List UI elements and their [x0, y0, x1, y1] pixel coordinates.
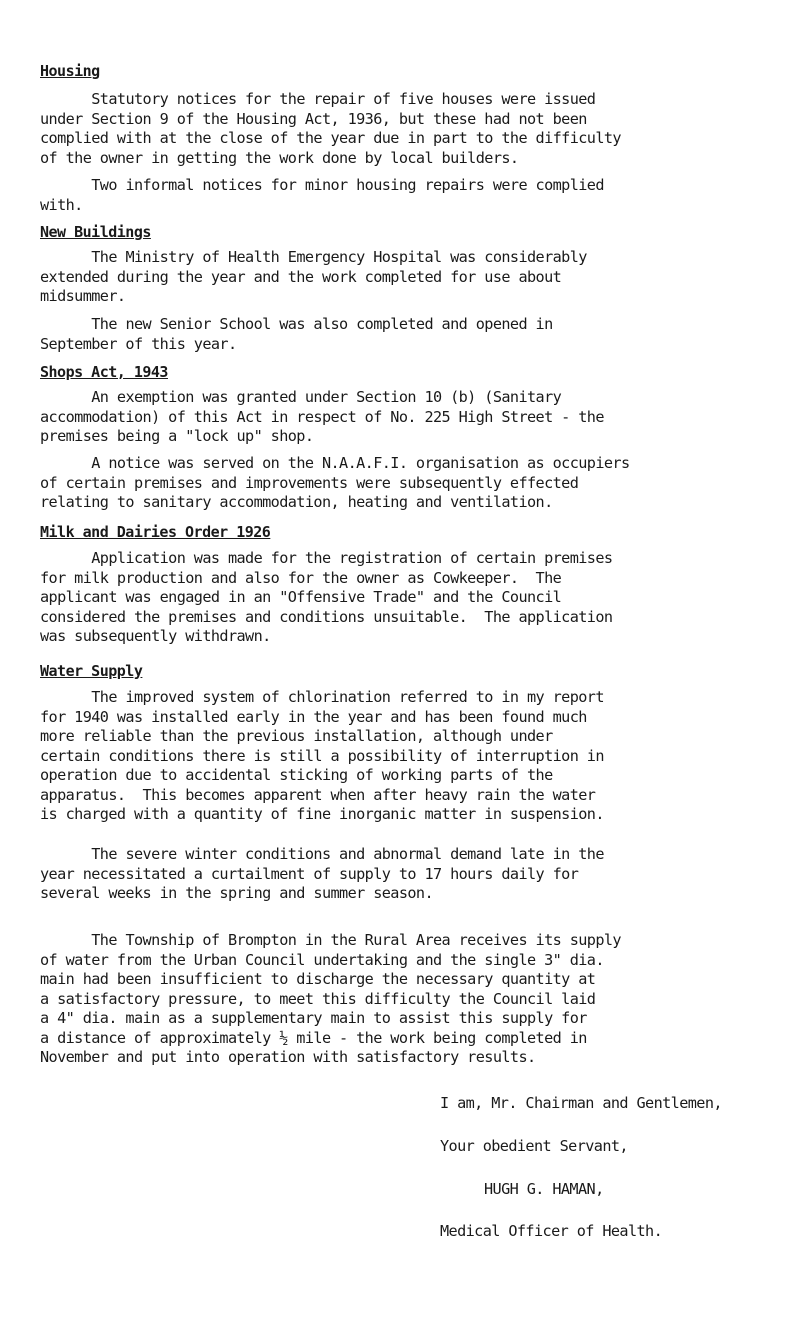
section-heading-new-buildings: New Buildings	[40, 223, 151, 241]
section-heading-shops-act: Shops Act, 1943	[40, 363, 168, 381]
closing-valediction: Your obedient Servant,	[440, 1137, 628, 1155]
section-heading-milk-dairies: Milk and Dairies Order 1926	[40, 523, 271, 541]
section-heading-housing: Housing	[40, 62, 100, 80]
paragraph-senior-school: The new Senior School was also completed and opened in September of this year.	[40, 315, 553, 353]
paragraph-brompton-supply: The Township of Brompton in the Rural Area receives its supply of water from the Urban Council undertaking and the single 3" dia. main had been insufficient to discharge the necessary quantity at a satisfactory pressure, to meet this difficulty the Council laid a 4" dia. main as a supplementary main to assist this supply for a distance of approximately ½ mile - the work being completed in November and put into operation with satisfactory results.	[40, 931, 621, 1066]
paragraph-chlorination: The improved system of chlorination referred to in my report for 1940 was installed early in the year and has been found much more reliable than the previous installation, although under certain conditions there is still a possibility of interruption in operation due to accidental sticking of working parts of the apparatus. This becomes apparent when after heavy rain the water is charged with a quantity of fine inorganic matter in suspension.	[40, 688, 604, 823]
closing-title: Medical Officer of Health.	[440, 1222, 663, 1240]
paragraph-naafi-notice: A notice was served on the N.A.A.F.I. organisation as occupiers of certain premises and improvements were subsequently effected relating to sanitary accommodation, heating and ventilation.	[40, 454, 630, 511]
paragraph-exemption: An exemption was granted under Section 10 (b) (Sanitary accommodation) of this Act in respect of No. 225 High Street - the premises being a "lock up" shop.	[40, 388, 604, 445]
section-heading-water-supply: Water Supply	[40, 662, 143, 680]
paragraph-informal-notices: Two informal notices for minor housing repairs were complied with.	[40, 176, 604, 214]
closing-salutation: I am, Mr. Chairman and Gentlemen,	[440, 1094, 722, 1112]
paragraph-statutory-notices: Statutory notices for the repair of five houses were issued under Section 9 of the Housing Act, 1936, but these had not been complied with at the close of the year due in part to the difficulty of the owner in getting the work done by local builders.	[40, 90, 621, 167]
paragraph-emergency-hospital: The Ministry of Health Emergency Hospital was considerably extended during the year and the work completed for use about midsummer.	[40, 248, 587, 305]
paragraph-milk-application: Application was made for the registration of certain premises for milk production and also for the owner as Cowkeeper. The applicant was engaged in an "Offensive Trade" and the Council considered the premises and conditions unsuitable. The application was subsequently withdrawn.	[40, 549, 613, 645]
paragraph-winter-conditions: The severe winter conditions and abnormal demand late in the year necessitated a curtailment of supply to 17 hours daily for several weeks in the spring and summer season.	[40, 845, 604, 902]
closing-signatory: HUGH G. HAMAN,	[484, 1180, 604, 1198]
